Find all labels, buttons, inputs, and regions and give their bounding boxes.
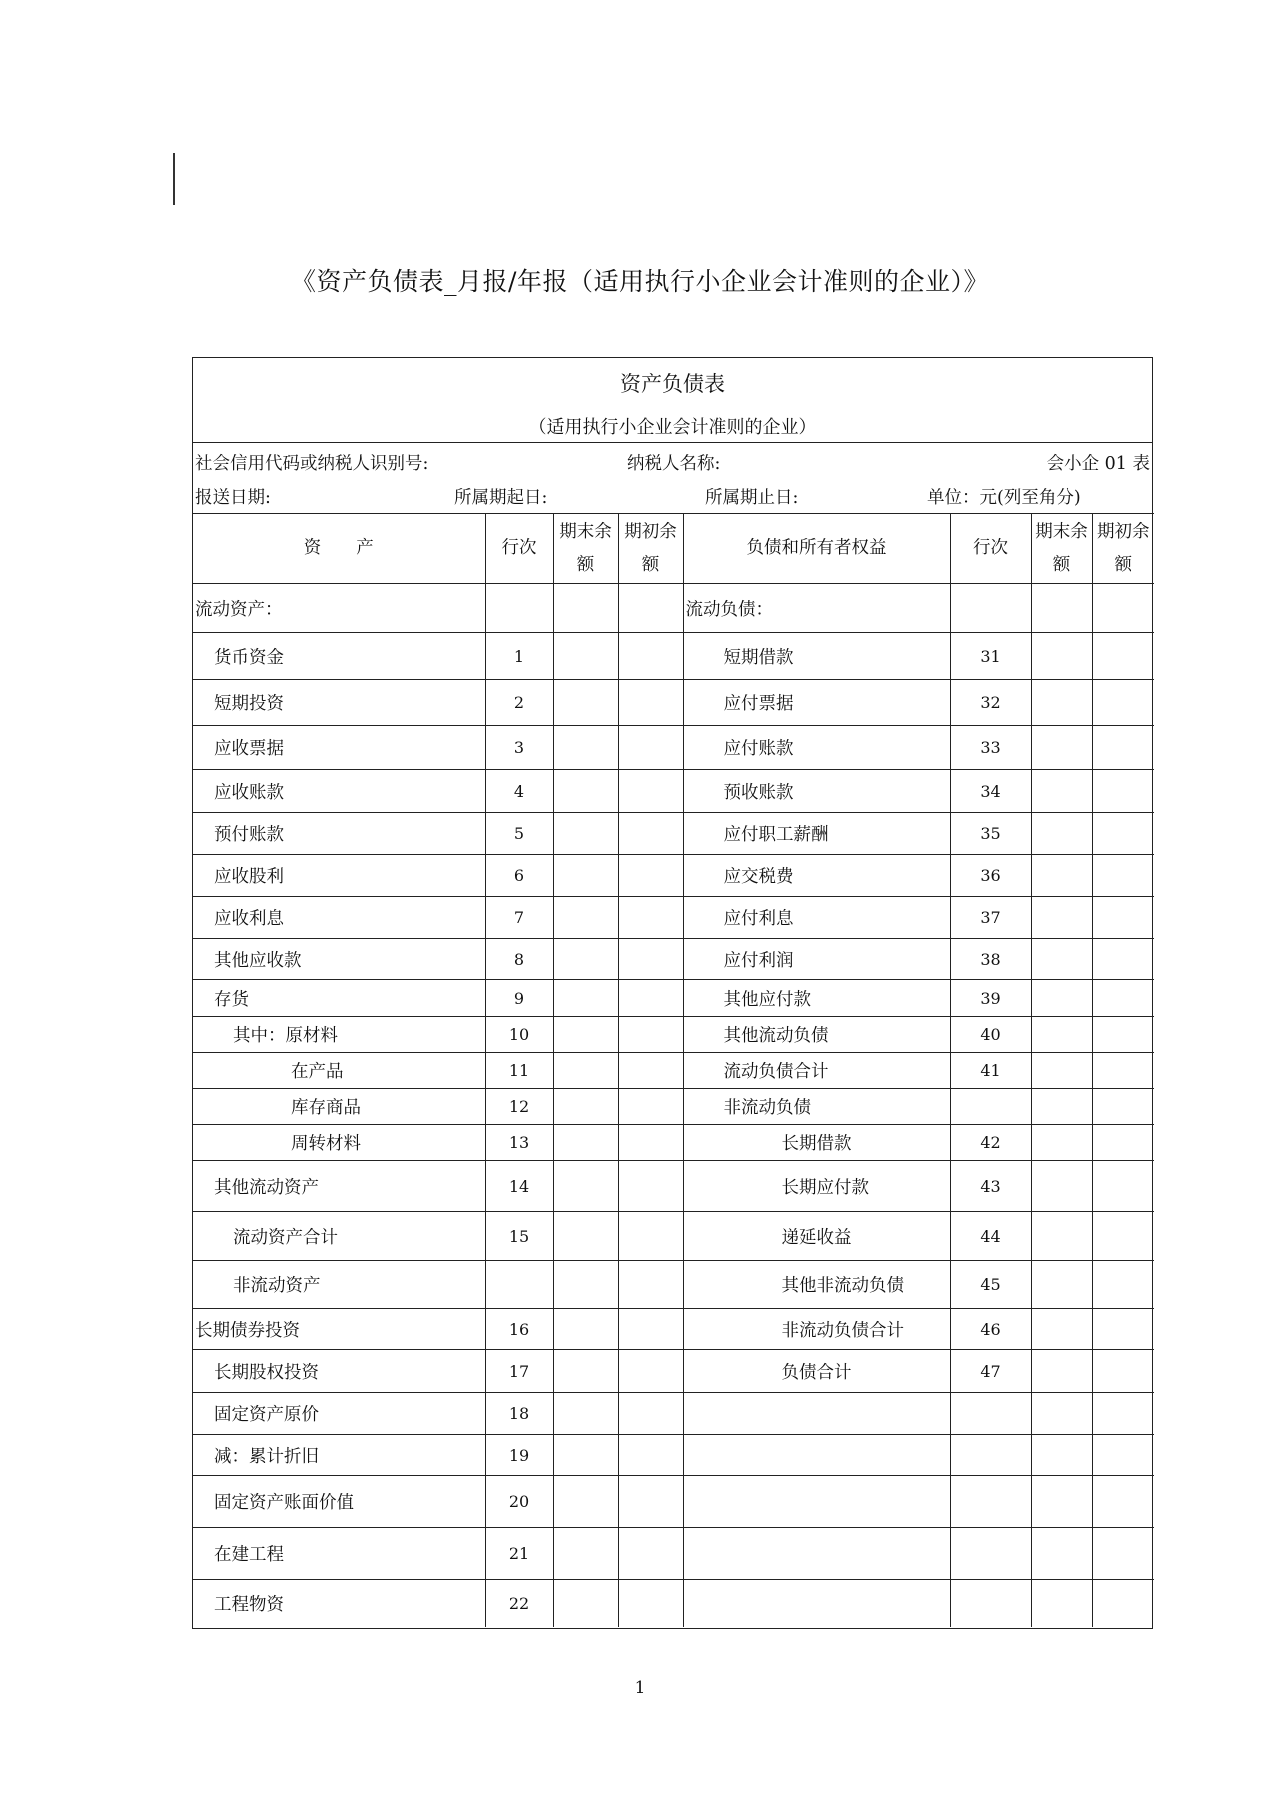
liability-item-label: 应付账款 <box>683 726 950 770</box>
taxpayer-name-label: 纳税人名称: <box>627 454 721 474</box>
liability-item-label: 流动负债合计 <box>683 1053 950 1089</box>
liability-item-label <box>683 1476 950 1528</box>
table-row <box>193 1125 1154 1161</box>
liability-item-label: 短期借款 <box>683 633 950 680</box>
asset-begin-balance-cell[interactable] <box>618 1161 683 1212</box>
asset-row-no: 12 <box>485 1089 553 1125</box>
asset-row-no: 17 <box>485 1350 553 1393</box>
liability-begin-balance-cell[interactable] <box>1092 633 1154 680</box>
table-row <box>193 1476 1154 1528</box>
liability-row-no: 34 <box>950 770 1031 813</box>
liability-row-no: 32 <box>950 680 1031 726</box>
col-header-row-no: 行次 <box>485 514 553 584</box>
liability-begin-balance-cell[interactable] <box>1092 1017 1154 1053</box>
asset-end-balance-cell[interactable] <box>553 1212 618 1261</box>
table-row <box>193 980 1154 1017</box>
table-row <box>193 855 1154 897</box>
liability-row-no: 46 <box>950 1309 1031 1350</box>
asset-end-balance-cell[interactable] <box>553 770 618 813</box>
asset-end-balance-cell[interactable] <box>553 980 618 1017</box>
table-row <box>193 1528 1154 1580</box>
table-row <box>193 680 1154 726</box>
liability-end-balance-cell[interactable] <box>1031 939 1092 980</box>
liability-begin-balance-cell[interactable] <box>1092 1125 1154 1161</box>
liability-row-no <box>950 1089 1031 1125</box>
liability-row-no: 35 <box>950 813 1031 855</box>
asset-row-no <box>485 584 553 633</box>
page-number: 1 <box>634 1678 646 1698</box>
asset-item-label: 货币资金 <box>193 633 485 680</box>
liability-begin-balance-cell[interactable] <box>1092 1161 1154 1212</box>
liability-item-label: 非流动负债 <box>683 1089 950 1125</box>
col-header-end-balance: 期末余额 <box>553 514 618 584</box>
liability-item-label: 流动负债： <box>683 584 950 633</box>
asset-row-no: 1 <box>485 633 553 680</box>
liability-begin-balance-cell[interactable] <box>1092 813 1154 855</box>
col-header-begin-balance-2: 期初余额 <box>1092 514 1154 584</box>
asset-begin-balance-cell[interactable] <box>618 939 683 980</box>
liability-row-no: 40 <box>950 1017 1031 1053</box>
liability-begin-balance-cell[interactable] <box>1092 1476 1154 1528</box>
liability-item-label: 负债合计 <box>683 1350 950 1393</box>
liability-end-balance-cell[interactable] <box>1031 1476 1092 1528</box>
asset-item-label: 短期投资 <box>193 680 485 726</box>
asset-end-balance-cell[interactable] <box>553 813 618 855</box>
liability-row-no <box>950 1580 1031 1627</box>
asset-begin-balance-cell[interactable] <box>618 1350 683 1393</box>
asset-end-balance-cell[interactable] <box>553 633 618 680</box>
liability-item-label: 其他应付款 <box>683 980 950 1017</box>
liability-item-label: 其他流动负债 <box>683 1017 950 1053</box>
asset-row-no: 15 <box>485 1212 553 1261</box>
liability-begin-balance-cell[interactable] <box>1092 726 1154 770</box>
asset-item-label: 流动资产合计 <box>193 1212 485 1261</box>
asset-item-label: 预付账款 <box>193 813 485 855</box>
table-row <box>193 1435 1154 1476</box>
asset-end-balance-cell[interactable] <box>553 1125 618 1161</box>
asset-row-no: 18 <box>485 1393 553 1435</box>
asset-item-label: 流动资产： <box>193 584 485 633</box>
asset-end-balance-cell[interactable] <box>553 855 618 897</box>
asset-end-balance-cell[interactable] <box>553 584 618 633</box>
table-row <box>193 1212 1154 1261</box>
asset-begin-balance-cell[interactable] <box>618 633 683 680</box>
liability-begin-balance-cell[interactable] <box>1092 584 1154 633</box>
asset-row-no: 10 <box>485 1017 553 1053</box>
asset-row-no: 6 <box>485 855 553 897</box>
asset-end-balance-cell[interactable] <box>553 897 618 939</box>
liability-item-label: 长期借款 <box>683 1125 950 1161</box>
liability-item-label <box>683 1580 950 1627</box>
asset-item-label: 其中：原材料 <box>193 1017 485 1053</box>
period-end-label: 所属期止日: <box>705 488 799 508</box>
liability-begin-balance-cell[interactable] <box>1092 939 1154 980</box>
liability-begin-balance-cell[interactable] <box>1092 1261 1154 1309</box>
table-row <box>193 726 1154 770</box>
liability-end-balance-cell[interactable] <box>1031 1580 1092 1627</box>
liability-row-no: 47 <box>950 1350 1031 1393</box>
table-row <box>193 897 1154 939</box>
asset-row-no: 21 <box>485 1528 553 1580</box>
liability-item-label: 应付职工薪酬 <box>683 813 950 855</box>
liability-begin-balance-cell[interactable] <box>1092 1053 1154 1089</box>
asset-begin-balance-cell[interactable] <box>618 813 683 855</box>
col-header-row-no-2: 行次 <box>950 514 1031 584</box>
table-row <box>193 1309 1154 1350</box>
unit-label: 单位：元(列至角分) <box>927 488 1081 508</box>
liability-begin-balance-cell[interactable] <box>1092 1528 1154 1580</box>
asset-row-no: 13 <box>485 1125 553 1161</box>
table-row <box>193 633 1154 680</box>
liability-begin-balance-cell[interactable] <box>1092 1393 1154 1435</box>
form-subtitle: （适用执行小企业会计准则的企业） <box>528 417 817 438</box>
asset-row-no: 5 <box>485 813 553 855</box>
liability-item-label: 应交税费 <box>683 855 950 897</box>
liability-row-no: 37 <box>950 897 1031 939</box>
liability-row-no: 38 <box>950 939 1031 980</box>
asset-row-no: 22 <box>485 1580 553 1627</box>
liability-item-label <box>683 1393 950 1435</box>
asset-row-no: 7 <box>485 897 553 939</box>
asset-end-balance-cell[interactable] <box>553 1053 618 1089</box>
asset-row-no: 20 <box>485 1476 553 1528</box>
table-row <box>193 1053 1154 1089</box>
liability-end-balance-cell[interactable] <box>1031 1053 1092 1089</box>
liability-begin-balance-cell[interactable] <box>1092 680 1154 726</box>
asset-item-label: 其他应收款 <box>193 939 485 980</box>
liability-end-balance-cell[interactable] <box>1031 1309 1092 1350</box>
table-row <box>193 1393 1154 1435</box>
liability-row-no: 31 <box>950 633 1031 680</box>
document-title: 《资产负债表_月报/年报（适用执行小企业会计准则的企业）》 <box>291 267 989 296</box>
liability-end-balance-cell[interactable] <box>1031 813 1092 855</box>
liability-row-no: 44 <box>950 1212 1031 1261</box>
liability-begin-balance-cell[interactable] <box>1092 1089 1154 1125</box>
asset-item-label: 应收票据 <box>193 726 485 770</box>
liability-end-balance-cell[interactable] <box>1031 726 1092 770</box>
asset-item-label: 长期债券投资 <box>193 1309 485 1350</box>
asset-begin-balance-cell[interactable] <box>618 1393 683 1435</box>
report-date-label: 报送日期: <box>195 488 271 508</box>
liability-end-balance-cell[interactable] <box>1031 633 1092 680</box>
asset-item-label: 存货 <box>193 980 485 1017</box>
liability-row-no <box>950 1528 1031 1580</box>
asset-end-balance-cell[interactable] <box>553 1309 618 1350</box>
asset-item-label: 周转材料 <box>193 1125 485 1161</box>
liability-end-balance-cell[interactable] <box>1031 1528 1092 1580</box>
asset-end-balance-cell[interactable] <box>553 726 618 770</box>
period-start-label: 所属期起日: <box>454 488 548 508</box>
liability-end-balance-cell[interactable] <box>1031 680 1092 726</box>
asset-begin-balance-cell[interactable] <box>618 1261 683 1309</box>
asset-end-balance-cell[interactable] <box>553 1161 618 1212</box>
liability-end-balance-cell[interactable] <box>1031 1161 1092 1212</box>
asset-begin-balance-cell[interactable] <box>618 1528 683 1580</box>
liability-end-balance-cell[interactable] <box>1031 1261 1092 1309</box>
asset-item-label: 减：累计折旧 <box>193 1435 485 1476</box>
liability-item-label: 其他非流动负债 <box>683 1261 950 1309</box>
liability-end-balance-cell[interactable] <box>1031 584 1092 633</box>
asset-item-label: 固定资产原价 <box>193 1393 485 1435</box>
asset-begin-balance-cell[interactable] <box>618 770 683 813</box>
asset-begin-balance-cell[interactable] <box>618 897 683 939</box>
asset-row-no: 16 <box>485 1309 553 1350</box>
liability-begin-balance-cell[interactable] <box>1092 980 1154 1017</box>
liability-end-balance-cell[interactable] <box>1031 1212 1092 1261</box>
asset-end-balance-cell[interactable] <box>553 1476 618 1528</box>
form-title: 资产负债表 <box>620 372 725 396</box>
table-row <box>193 813 1154 855</box>
asset-item-label: 在产品 <box>193 1053 485 1089</box>
asset-end-balance-cell[interactable] <box>553 1528 618 1580</box>
header-divider <box>193 442 1152 443</box>
table-row <box>193 1580 1154 1627</box>
table-row <box>193 584 1154 633</box>
liability-item-label <box>683 1528 950 1580</box>
asset-item-label: 长期股权投资 <box>193 1350 485 1393</box>
asset-begin-balance-cell[interactable] <box>618 584 683 633</box>
liability-item-label: 非流动负债合计 <box>683 1309 950 1350</box>
asset-row-no <box>485 1261 553 1309</box>
table-row <box>193 1161 1154 1212</box>
asset-end-balance-cell[interactable] <box>553 1580 618 1627</box>
asset-row-no: 11 <box>485 1053 553 1089</box>
liability-item-label: 长期应付款 <box>683 1161 950 1212</box>
liability-begin-balance-cell[interactable] <box>1092 1350 1154 1393</box>
liability-row-no <box>950 1435 1031 1476</box>
liability-row-no <box>950 1393 1031 1435</box>
asset-item-label: 工程物资 <box>193 1580 485 1627</box>
col-header-liability: 负债和所有者权益 <box>683 514 950 584</box>
liability-begin-balance-cell[interactable] <box>1092 1309 1154 1350</box>
asset-begin-balance-cell[interactable] <box>618 1212 683 1261</box>
asset-row-no: 3 <box>485 726 553 770</box>
liability-begin-balance-cell[interactable] <box>1092 897 1154 939</box>
liability-end-balance-cell[interactable] <box>1031 980 1092 1017</box>
table-row <box>193 1089 1154 1125</box>
asset-end-balance-cell[interactable] <box>553 1261 618 1309</box>
asset-begin-balance-cell[interactable] <box>618 680 683 726</box>
balance-sheet-form <box>192 357 1153 1629</box>
asset-item-label: 库存商品 <box>193 1089 485 1125</box>
asset-item-label: 应收股利 <box>193 855 485 897</box>
asset-begin-balance-cell[interactable] <box>618 1053 683 1089</box>
asset-row-no: 9 <box>485 980 553 1017</box>
asset-begin-balance-cell[interactable] <box>618 1309 683 1350</box>
asset-end-balance-cell[interactable] <box>553 939 618 980</box>
liability-end-balance-cell[interactable] <box>1031 1350 1092 1393</box>
asset-end-balance-cell[interactable] <box>553 1017 618 1053</box>
asset-item-label: 其他流动资产 <box>193 1161 485 1212</box>
liability-row-no: 36 <box>950 855 1031 897</box>
liability-end-balance-cell[interactable] <box>1031 770 1092 813</box>
asset-begin-balance-cell[interactable] <box>618 980 683 1017</box>
liability-end-balance-cell[interactable] <box>1031 1017 1092 1053</box>
liability-end-balance-cell[interactable] <box>1031 1435 1092 1476</box>
liability-begin-balance-cell[interactable] <box>1092 770 1154 813</box>
asset-begin-balance-cell[interactable] <box>618 1435 683 1476</box>
liability-item-label: 递延收益 <box>683 1212 950 1261</box>
liability-item-label <box>683 1435 950 1476</box>
asset-item-label: 非流动资产 <box>193 1261 485 1309</box>
col-header-asset: 资 产 <box>193 514 485 584</box>
asset-end-balance-cell[interactable] <box>553 1350 618 1393</box>
table-row <box>193 1017 1154 1053</box>
asset-begin-balance-cell[interactable] <box>618 1125 683 1161</box>
asset-row-no: 19 <box>485 1435 553 1476</box>
liability-item-label: 应付利润 <box>683 939 950 980</box>
liability-begin-balance-cell[interactable] <box>1092 855 1154 897</box>
asset-end-balance-cell[interactable] <box>553 1435 618 1476</box>
table-row <box>193 770 1154 813</box>
liability-row-no: 42 <box>950 1125 1031 1161</box>
liability-row-no: 45 <box>950 1261 1031 1309</box>
asset-begin-balance-cell[interactable] <box>618 855 683 897</box>
liability-row-no: 43 <box>950 1161 1031 1212</box>
liability-row-no: 39 <box>950 980 1031 1017</box>
asset-begin-balance-cell[interactable] <box>618 1089 683 1125</box>
table-row <box>193 939 1154 980</box>
balance-sheet-table <box>193 513 1154 1627</box>
liability-end-balance-cell[interactable] <box>1031 1393 1092 1435</box>
col-header-end-balance-2: 期末余额 <box>1031 514 1092 584</box>
liability-row-no: 41 <box>950 1053 1031 1089</box>
asset-item-label: 固定资产账面价值 <box>193 1476 485 1528</box>
liability-begin-balance-cell[interactable] <box>1092 1580 1154 1627</box>
liability-begin-balance-cell[interactable] <box>1092 1435 1154 1476</box>
liability-end-balance-cell[interactable] <box>1031 1089 1092 1125</box>
asset-end-balance-cell[interactable] <box>553 1393 618 1435</box>
asset-begin-balance-cell[interactable] <box>618 1580 683 1627</box>
asset-row-no: 2 <box>485 680 553 726</box>
asset-item-label: 应收利息 <box>193 897 485 939</box>
liability-row-no: 33 <box>950 726 1031 770</box>
liability-end-balance-cell[interactable] <box>1031 855 1092 897</box>
asset-item-label: 应收账款 <box>193 770 485 813</box>
liability-end-balance-cell[interactable] <box>1031 897 1092 939</box>
table-header-row <box>193 514 1154 584</box>
liability-item-label: 预收账款 <box>683 770 950 813</box>
liability-item-label: 应付利息 <box>683 897 950 939</box>
credit-code-label: 社会信用代码或纳税人识别号: <box>195 454 429 474</box>
liability-row-no <box>950 1476 1031 1528</box>
table-row <box>193 1261 1154 1309</box>
asset-row-no: 8 <box>485 939 553 980</box>
liability-item-label: 应付票据 <box>683 680 950 726</box>
asset-row-no: 4 <box>485 770 553 813</box>
asset-begin-balance-cell[interactable] <box>618 1017 683 1053</box>
asset-begin-balance-cell[interactable] <box>618 726 683 770</box>
liability-row-no <box>950 584 1031 633</box>
table-row <box>193 1350 1154 1393</box>
margin-mark <box>173 153 175 205</box>
asset-end-balance-cell[interactable] <box>553 680 618 726</box>
asset-row-no: 14 <box>485 1161 553 1212</box>
liability-begin-balance-cell[interactable] <box>1092 1212 1154 1261</box>
form-code: 会小企 01 表 <box>1046 454 1150 474</box>
liability-end-balance-cell[interactable] <box>1031 1125 1092 1161</box>
asset-end-balance-cell[interactable] <box>553 1089 618 1125</box>
asset-begin-balance-cell[interactable] <box>618 1476 683 1528</box>
col-header-begin-balance: 期初余额 <box>618 514 683 584</box>
asset-item-label: 在建工程 <box>193 1528 485 1580</box>
